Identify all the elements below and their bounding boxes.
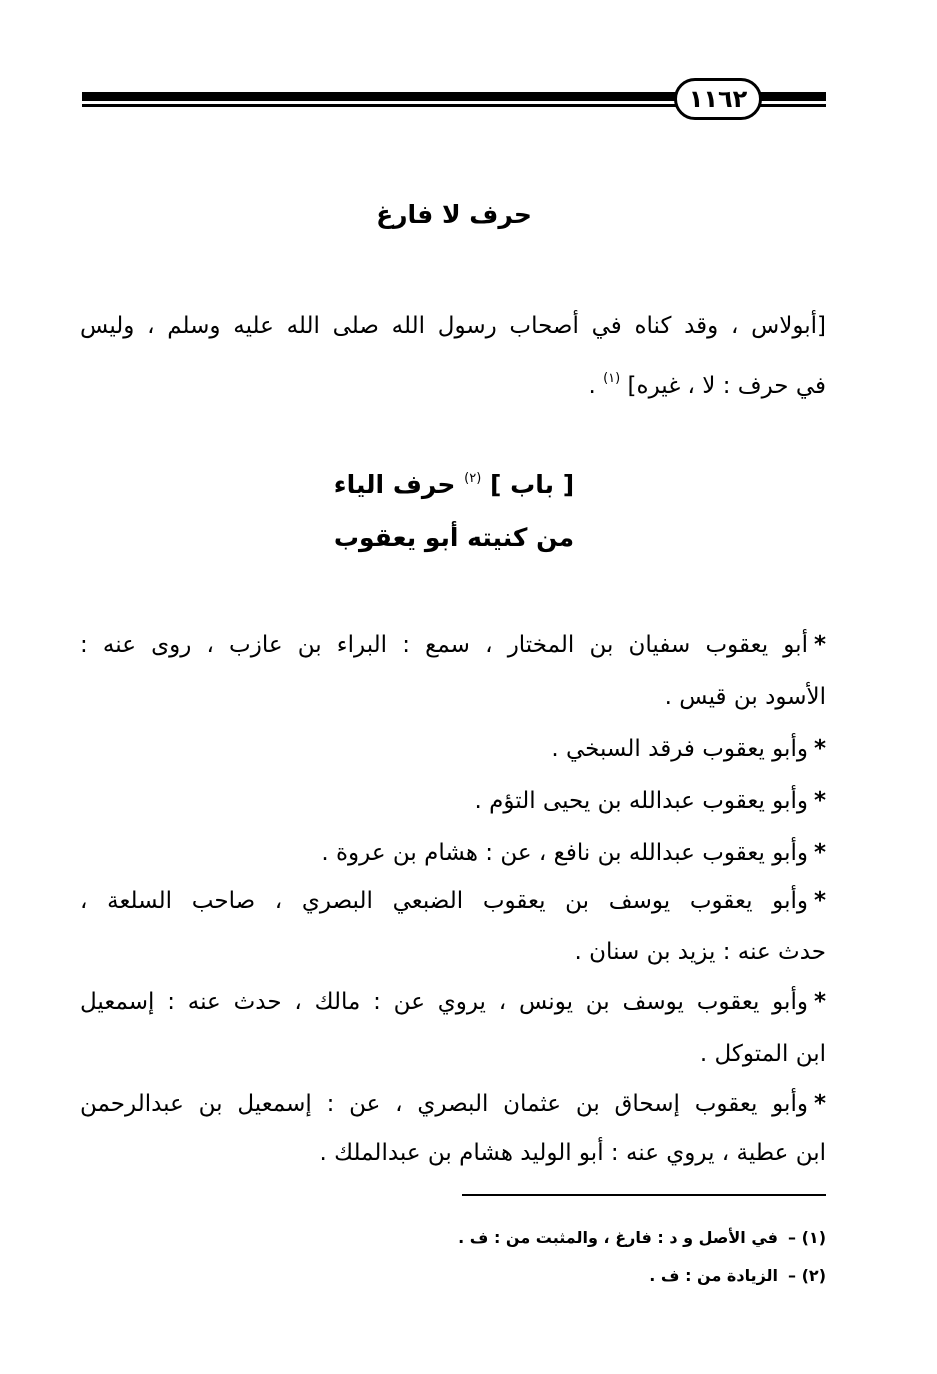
entry-6-line-1: [80, 987, 826, 1017]
footnote-divider: [462, 1194, 826, 1196]
entry-star: *: [813, 632, 826, 658]
footnote-ref-2: (٢): [464, 471, 482, 486]
footnote-ref-1: (١): [603, 371, 621, 386]
footnote-2: [649, 1266, 826, 1285]
entry-1-line-1: [80, 630, 826, 660]
entry-2: [80, 734, 826, 764]
entry-4-text: وأبو يعقوب عبدالله بن نافع ، عن : هشام بن عروة .: [321, 840, 808, 866]
entry-7-line-1: [80, 1089, 826, 1119]
section-title-2: [82, 470, 826, 499]
paragraph-line-2-end: .: [588, 373, 596, 399]
entry-star: *: [813, 888, 826, 914]
section-title-2-part2: حرف الياء: [333, 470, 456, 499]
section-title-1: حرف لا فارغ: [376, 200, 532, 229]
entry-5-text: وأبو يعقوب يوسف بن يعقوب الضبعي البصري ، صاحب السلعة ،: [80, 888, 808, 914]
entry-2-text: وأبو يعقوب فرقد السبخي .: [551, 736, 808, 762]
entry-star: *: [813, 840, 826, 866]
footnote-1-number: (١) –: [788, 1228, 826, 1247]
entry-3-text: وأبو يعقوب عبدالله بن يحيى التؤم .: [474, 788, 808, 814]
entry-1-text: أبو يعقوب سفيان بن المختار ، سمع : البراء بن عازب ، روى عنه :: [80, 632, 808, 658]
paragraph-line-1: [أبولاس ، وقد كناه في أصحاب رسول الله صلى الله عليه وسلم ، وليس: [80, 313, 826, 339]
paragraph-line-2-text: في حرف : لا ، غيره]: [627, 373, 826, 399]
entry-star: *: [813, 989, 826, 1015]
entry-4: [80, 838, 826, 868]
entry-5-line-2: حدث عنه : يزيد بن سنان .: [574, 939, 826, 965]
entry-7-line-2: ابن عطية ، يروي عنه : أبو الوليد هشام بن عبدالملك .: [319, 1140, 826, 1166]
entry-star: *: [813, 736, 826, 762]
entry-6-text: وأبو يعقوب يوسف بن يونس ، يروي عن : مالك ، حدث عنه : إسمعيل: [80, 989, 808, 1015]
footnote-2-text: الزيادة من : ف .: [649, 1266, 779, 1285]
section-title-2-part1: [ باب ]: [490, 470, 575, 499]
entry-1-line-2: الأسود بن قيس .: [664, 684, 826, 710]
section-subtitle: من كنيته أبو يعقوب: [333, 523, 575, 552]
entry-7-text: وأبو يعقوب إسحاق بن عثمان البصري ، عن : إسمعيل بن عبدالرحمن: [80, 1091, 808, 1117]
paragraph-line-2: [80, 364, 826, 401]
entry-3: [80, 786, 826, 816]
entry-6-line-2: ابن المتوكل .: [699, 1041, 826, 1067]
footnote-1-text: في الأصل و د : فارغ ، والمثبت من : ف .: [458, 1228, 779, 1247]
footnote-1: [458, 1228, 826, 1247]
entry-star: *: [813, 788, 826, 814]
entry-star: *: [813, 1091, 826, 1117]
entry-5-line-1: [80, 886, 826, 916]
page-number: ١١٦٢: [674, 78, 762, 120]
footnote-2-number: (٢) –: [788, 1266, 826, 1285]
